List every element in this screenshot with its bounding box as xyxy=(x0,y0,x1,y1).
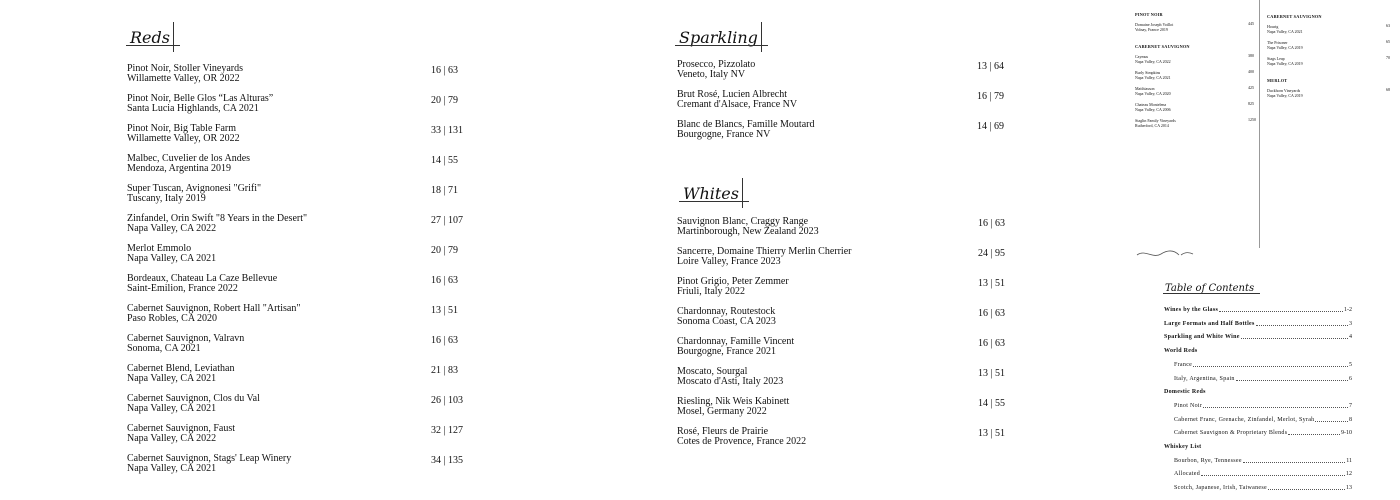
wine-region: Willamette Valley, OR 2022 xyxy=(127,133,240,144)
toc-entry[interactable] xyxy=(1174,402,1352,410)
toc-entry-label: Sparkling and White Wine xyxy=(1164,334,1240,341)
wine-price: 33 | 131 xyxy=(431,125,464,136)
wine-price: 14 | 55 xyxy=(431,155,459,166)
wine-region: Willamette Valley, OR 2022 xyxy=(127,73,240,84)
wine-price: 16 | 63 xyxy=(978,338,1006,349)
wine-item xyxy=(127,334,467,360)
wine-region: Sonoma, CA 2021 xyxy=(127,343,201,354)
toc-leader-dots xyxy=(1268,484,1345,490)
wine-region: Veneto, Italy NV xyxy=(677,69,746,80)
sparkling-wine-list xyxy=(677,60,1017,150)
wine-region: Mosel, Germany 2022 xyxy=(677,406,767,417)
wine-name: Bordeaux, Chateau La Caze Bellevue xyxy=(127,273,278,284)
wine-region: Napa Valley, CA 2022 xyxy=(127,223,217,234)
wine-name: Malbec, Cuvelier de los Andes xyxy=(127,153,251,164)
thumbnail-wine-region: Napa Valley, CA 2021 xyxy=(1267,29,1303,34)
wine-price: 16 | 63 xyxy=(431,275,459,286)
toc-entry-label: Wines by the Glass xyxy=(1164,307,1219,313)
thumbnail-wine-price: 825 xyxy=(1248,101,1254,106)
wine-item xyxy=(127,394,467,420)
wine-name: Sancerre, Domaine Thierry Merlin Cherrier xyxy=(677,246,852,257)
wine-region: Napa Valley, CA 2021 xyxy=(127,463,217,474)
wine-item xyxy=(127,154,467,180)
thumbnail-wine-name: The Prisoner xyxy=(1267,40,1288,45)
toc-leader-dots xyxy=(1201,470,1345,476)
thumbnail-wine-name: Domaine Joseph Voillot xyxy=(1135,22,1174,27)
wine-price: 26 | 103 xyxy=(431,395,464,406)
thumbnail-wine-region: Napa Valley, CA 2020 xyxy=(1135,91,1171,96)
wine-item xyxy=(677,367,1017,393)
wine-item xyxy=(677,60,1017,86)
toc-entry-label: Cabernet Franc, Grenache, Zinfandel, Merlot, Syrah xyxy=(1174,416,1315,423)
thumbnail-wine-region: Napa Valley, CA 2021 xyxy=(1135,75,1171,80)
thumbnail-wine-region: Napa Valley, CA 2019 xyxy=(1267,93,1303,98)
wine-price: 14 | 55 xyxy=(978,398,1006,409)
toc-entry-label: Large Formats and Half Bottles xyxy=(1164,320,1255,327)
wine-region: Loire Valley, France 2023 xyxy=(677,256,781,267)
wine-region: Napa Valley, CA 2021 xyxy=(127,253,217,264)
wine-name: Cabernet Sauvignon, Clos du Val xyxy=(127,393,260,404)
wine-region: Bourgogne, France 2021 xyxy=(677,346,776,357)
wine-item xyxy=(127,184,467,210)
thumbnail-section-heading: PINOT NOIR xyxy=(1135,12,1163,17)
toc-entry[interactable] xyxy=(1174,361,1352,369)
toc-page-number: 13 xyxy=(1346,485,1352,492)
wine-item xyxy=(127,424,467,450)
wine-item xyxy=(677,337,1017,363)
thumbnail-wine-name: Burly Simpkins xyxy=(1135,70,1161,75)
column-divider xyxy=(1259,0,1260,248)
wine-price: 20 | 79 xyxy=(431,245,459,256)
toc-entry[interactable] xyxy=(1164,320,1352,328)
toc-entry-label: France xyxy=(1174,361,1193,368)
thumbnail-section-heading: MERLOT xyxy=(1267,78,1288,83)
wine-region: Moscato d'Asti, Italy 2023 xyxy=(677,376,784,387)
wine-price: 21 | 83 xyxy=(431,365,459,376)
toc-entry-label: Scotch, Japanese, Irish, Taiwanese xyxy=(1174,485,1267,492)
wine-item xyxy=(677,277,1017,303)
toc-entry[interactable] xyxy=(1174,457,1352,465)
wine-name: Pinot Noir, Big Table Farm xyxy=(127,123,236,134)
wine-item xyxy=(677,90,1017,116)
wine-name: Cabernet Sauvignon, Stags' Leap Winery xyxy=(127,453,292,464)
toc-leader-dots xyxy=(1256,320,1348,326)
wine-item xyxy=(127,244,467,270)
toc-entry-label: Italy, Argentina, Spain xyxy=(1174,375,1235,382)
toc-entry-label: Pinot Noir xyxy=(1174,402,1203,409)
toc-page-number: 4 xyxy=(1349,334,1352,341)
thumbnail-wine-price: 65 xyxy=(1386,39,1390,44)
wine-price: 20 | 79 xyxy=(431,95,459,106)
wine-region: Cremant d'Alsace, France NV xyxy=(677,99,798,110)
flourish-divider-icon xyxy=(1135,247,1195,259)
thumbnail-wine-price: 63 xyxy=(1386,23,1390,28)
whites-heading: Whites xyxy=(683,184,739,203)
wine-price: 13 | 64 xyxy=(977,61,1005,72)
wine-region: Friuli, Italy 2022 xyxy=(677,286,746,297)
wine-item xyxy=(677,427,1017,453)
toc-leader-dots xyxy=(1315,416,1348,422)
thumbnail-section-heading: CABERNET SAUVIGNON xyxy=(1135,44,1190,49)
wine-name: Cabernet Sauvignon, Robert Hall "Artisan" xyxy=(127,303,301,314)
toc-page-number: 3 xyxy=(1349,320,1352,327)
wine-price: 16 | 79 xyxy=(977,91,1005,102)
wine-region: Tuscany, Italy 2019 xyxy=(127,193,206,204)
toc-leader-dots xyxy=(1241,333,1348,339)
reds-heading: Reds xyxy=(130,28,170,47)
whites-wine-list xyxy=(677,217,1017,467)
wine-item xyxy=(127,454,467,480)
wine-name: Pinot Noir, Belle Glos “Las Alturas” xyxy=(127,93,274,104)
toc-entry-label: Whiskey List xyxy=(1164,444,1202,450)
thumbnail-wine-price: 70 xyxy=(1386,55,1390,60)
toc-page-number: 1-2 xyxy=(1344,307,1352,313)
wine-region: Sonoma Coast, CA 2023 xyxy=(677,316,776,327)
wine-item xyxy=(127,94,467,120)
wine-name: Brut Rosé, Lucien Albrecht xyxy=(677,89,787,100)
toc-leader-dots xyxy=(1203,402,1348,408)
wine-name: Moscato, Sourgal xyxy=(677,366,748,377)
thumbnail-wine-name: Chateau Montelena xyxy=(1135,102,1167,107)
toc-page-number: 5 xyxy=(1349,361,1352,368)
thumbnail-wine-price: 445 xyxy=(1248,21,1254,26)
thumbnail-wine-region: Napa Valley, CA 2019 xyxy=(1267,45,1303,50)
wine-price: 16 | 63 xyxy=(431,335,459,346)
wine-item xyxy=(127,214,467,240)
wine-price: 13 | 51 xyxy=(978,278,1006,289)
toc-entry[interactable] xyxy=(1164,388,1352,396)
toc-leader-dots xyxy=(1236,375,1348,381)
wine-region: Napa Valley, CA 2021 xyxy=(127,403,217,414)
wine-item xyxy=(127,304,467,330)
wine-price: 34 | 135 xyxy=(431,455,464,466)
toc-entry-label: Domestic Reds xyxy=(1164,389,1206,396)
wine-item xyxy=(677,217,1017,243)
wine-region: Paso Robles, CA 2020 xyxy=(127,313,218,324)
toc-page-number: 11 xyxy=(1346,457,1352,464)
toc-entry-label: Bourbon, Rye, Tennessee xyxy=(1174,457,1242,464)
wine-name: Chardonnay, Routestock xyxy=(677,306,776,317)
wine-name: Cabernet Blend, Leviathan xyxy=(127,363,235,374)
wine-name: Prosecco, Pizzolato xyxy=(677,59,756,70)
wine-item xyxy=(127,364,467,390)
wine-name: Cabernet Sauvignon, Faust xyxy=(127,423,236,434)
wine-region: Mendoza, Argentina 2019 xyxy=(127,163,231,174)
toc-entry[interactable] xyxy=(1164,443,1352,451)
toc-entry-label: Allocated xyxy=(1174,471,1201,478)
wine-item xyxy=(677,247,1017,273)
wine-name: Rosé, Fleurs de Prairie xyxy=(677,426,769,437)
wine-region: Santa Lucia Highlands, CA 2021 xyxy=(127,103,259,114)
wine-name: Pinot Grigio, Peter Zemmer xyxy=(677,276,789,287)
thumbnail-wine-region: Volnay, France 2019 xyxy=(1135,27,1168,32)
wine-name: Blanc de Blancs, Famille Moutard xyxy=(677,119,815,130)
toc-entry-label: Cabernet Sauvignon & Proprietary Blends xyxy=(1174,430,1288,437)
toc-entry[interactable] xyxy=(1164,347,1352,355)
wine-name: Merlot Emmolo xyxy=(127,243,192,254)
wine-price: 16 | 63 xyxy=(978,308,1006,319)
wine-name: Pinot Noir, Stoller Vineyards xyxy=(127,63,244,74)
thumbnail-wine-region: Napa Valley, CA 2019 xyxy=(1267,61,1303,66)
wine-item xyxy=(127,274,467,300)
wine-region: Saint-Emilion, France 2022 xyxy=(127,283,238,294)
toc-entry[interactable] xyxy=(1174,416,1352,424)
toc-leader-dots xyxy=(1288,429,1340,435)
sparkling-heading: Sparkling xyxy=(679,28,758,47)
wine-region: Napa Valley, CA 2022 xyxy=(127,433,217,444)
thumbnail-wine-price: 380 xyxy=(1248,53,1254,58)
toc-leader-dots xyxy=(1193,361,1348,367)
wine-item xyxy=(677,397,1017,423)
wine-price: 18 | 71 xyxy=(431,185,459,196)
thumbnail-wine-name: Caymus xyxy=(1135,54,1149,59)
toc-entry[interactable] xyxy=(1164,333,1352,341)
thumbnail-wine-region: Napa Valley, CA 2006 xyxy=(1135,107,1171,112)
toc-title: Table of Contents xyxy=(1165,283,1255,294)
wine-price: 32 | 127 xyxy=(431,425,464,436)
wine-name: Riesling, Nik Weis Kabinett xyxy=(677,396,790,407)
wine-region: Martinborough, New Zealand 2023 xyxy=(677,226,819,237)
thumbnail-section-heading: CABERNET SAUVIGNON xyxy=(1267,14,1322,19)
thumbnail-wine-name: Matthiasson xyxy=(1135,86,1155,91)
wine-price: 13 | 51 xyxy=(978,368,1006,379)
toc-entry[interactable] xyxy=(1174,429,1352,437)
toc-leader-dots xyxy=(1243,457,1345,463)
reds-wine-list xyxy=(127,64,467,484)
wine-name: Super Tuscan, Avignonesi "Grifi" xyxy=(127,183,262,194)
toc-entry-label: World Reds xyxy=(1164,348,1198,355)
wine-item xyxy=(127,64,467,90)
toc-leader-dots xyxy=(1219,306,1343,312)
wine-region: Cotes de Provence, France 2022 xyxy=(677,436,807,447)
toc-page-number: 8 xyxy=(1349,416,1352,423)
thumbnail-wine-price: 68 xyxy=(1386,87,1390,92)
wine-price: 13 | 51 xyxy=(978,428,1006,439)
wine-name: Zinfandel, Orin Swift "8 Years in the Desert" xyxy=(127,213,308,224)
thumbnail-wine-price: 1250 xyxy=(1248,117,1256,122)
wine-price: 14 | 69 xyxy=(977,121,1005,132)
wine-name: Cabernet Sauvignon, Valravn xyxy=(127,333,245,344)
wine-name: Sauvignon Blanc, Craggy Range xyxy=(677,216,809,227)
wine-price: 13 | 51 xyxy=(431,305,459,316)
toc-entry[interactable] xyxy=(1174,470,1352,478)
thumbnail-wine-region: Rutherford, CA 2014 xyxy=(1135,123,1169,128)
thumbnail-wine-price: 400 xyxy=(1248,69,1254,74)
thumbnail-wine-name: Stags Leap xyxy=(1267,56,1285,61)
wine-item xyxy=(677,307,1017,333)
toc-page-number: 6 xyxy=(1349,375,1352,382)
wine-item xyxy=(677,120,1017,146)
thumbnail-wine-name: Hourig xyxy=(1267,24,1279,29)
wine-item xyxy=(127,124,467,150)
toc-page-number: 12 xyxy=(1346,471,1352,478)
wine-price: 27 | 107 xyxy=(431,215,464,226)
thumbnail-wine-region: Napa Valley, CA 2022 xyxy=(1135,59,1171,64)
wine-price: 16 | 63 xyxy=(431,65,459,76)
toc-page-number: 9-10 xyxy=(1341,430,1352,437)
wine-region: Napa Valley, CA 2021 xyxy=(127,373,217,384)
thumbnail-wine-name: Duckhorn Vineyards xyxy=(1267,88,1301,93)
toc-entry[interactable] xyxy=(1164,306,1352,314)
toc-entry[interactable] xyxy=(1174,484,1352,492)
thumbnail-wine-name: Staglin Family Vineyards xyxy=(1135,118,1176,123)
wine-price: 24 | 95 xyxy=(978,248,1006,259)
wine-price: 16 | 63 xyxy=(978,218,1006,229)
toc-page-number: 7 xyxy=(1349,402,1352,409)
page-thumbnail xyxy=(1130,0,1400,250)
wine-name: Chardonnay, Famille Vincent xyxy=(677,336,795,347)
thumbnail-wine-price: 425 xyxy=(1248,85,1254,90)
wine-region: Bourgogne, France NV xyxy=(677,129,771,140)
toc-entry[interactable] xyxy=(1174,375,1352,383)
